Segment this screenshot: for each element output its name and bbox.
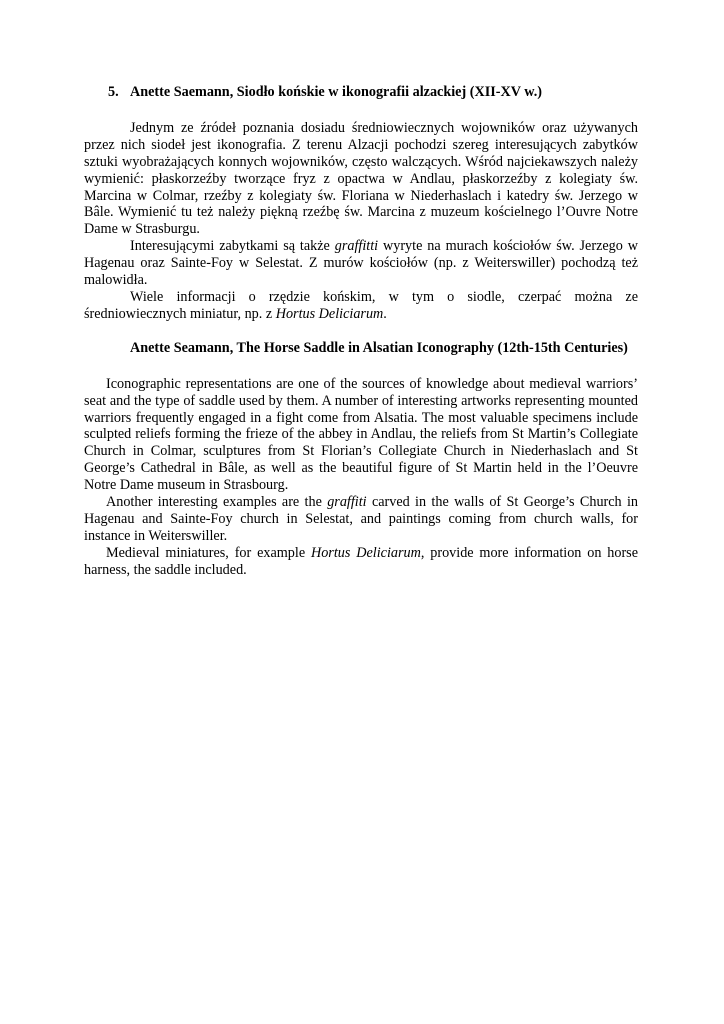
english-paragraph-3-text-b: , provide more information on horse harness, the saddle included.: [84, 544, 638, 578]
english-paragraph-2-text-a: Another interesting examples are the: [106, 494, 328, 511]
section-title: Anette Saemann, Siodło końskie w ikonografii alzackiej (XII-XV w.): [130, 84, 542, 100]
section-heading-polish: [108, 84, 638, 101]
polish-paragraph-3: [84, 289, 638, 323]
polish-paragraph-3-text-b: .: [383, 305, 387, 322]
section-heading-english: Anette Seamann, The Horse Saddle in Alsatian Iconography (12th-15th Centuries): [130, 339, 628, 356]
english-paragraph-1: Iconographic representations are one of the sources of knowledge about medieval warriors’ seat and the type of saddle used by them. A number of interesting artworks representing mounted warriors frequently engaged in a fight come from Alsatia. The most valuable specimens include sculpted reliefs forming the frieze of the abbey in Andlau, the reliefs from St Martin’s Collegiate Church in Colmar, sculptures from St Florian’s Collegiate Church in Niederhaslach and St George’s Cathedral in Bâle, as well as the beautiful figure of St Martin held in the l’Oeuvre Notre Dame museum in Strasbourg.: [84, 375, 638, 494]
english-paragraph-2-text-b: carved in the walls of St George’s Church in Hagenau and Sainte-Foy church in Selestat, and paintings coming from church walls, for instance in Weiterswiller.: [84, 494, 639, 544]
english-paragraph-3: [84, 545, 638, 579]
english-paragraph-2-italic: graffiti: [327, 494, 367, 511]
polish-paragraph-2-text-b: wyryte na murach kościołów św. Jerzego w Hagenau oraz Sainte-Foy w Selestat. Z murów kościołów (np. z Weiterswiller) pochodzą też malowidła.: [84, 238, 638, 289]
document-page: [84, 84, 638, 579]
english-paragraph-3-italic: Hortus Deliciarum: [310, 544, 421, 561]
polish-paragraph-3-text-a: Wiele informacji o rzędzie końskim, w tym o siodle, czerpać można ze średniowiecznych miniatur, np. z: [84, 288, 638, 322]
polish-paragraph-2-italic: graffitti: [334, 238, 379, 255]
polish-paragraph-2: [84, 238, 638, 289]
english-paragraph-2: [84, 494, 638, 545]
polish-paragraph-1: Jednym ze źródeł poznania dosiadu średniowiecznych wojowników oraz używanych przez nich siodeł jest ikonografia. Z terenu Alzacji pochodzi szereg interesujących zabytków sztuki wyobrażających konnych wojowników, często walczących. Wśród najciekawszych należy wymienić: płaskorzeźby tworzące fryz z opactwa w Andlau, płaskorzeźby z kolegiaty św. Marcina w Colmar, rzeźby z kolegiaty św. Floriana w Niederhaslach i katedry św. Jerzego w Bâle. Wymienić tu też należy piękną rzeźbę św. Marcina z muzeum kościelnego l’Ouvre Notre Dame w Strasburgu.: [84, 119, 638, 238]
polish-paragraph-3-italic: Hortus Deliciarum: [275, 305, 384, 322]
english-paragraph-3-text-a: Medieval miniatures, for example: [106, 544, 311, 561]
polish-paragraph-2-text-a: Interesującymi zabytkami są także: [130, 238, 335, 255]
section-number: 5.: [108, 84, 119, 100]
